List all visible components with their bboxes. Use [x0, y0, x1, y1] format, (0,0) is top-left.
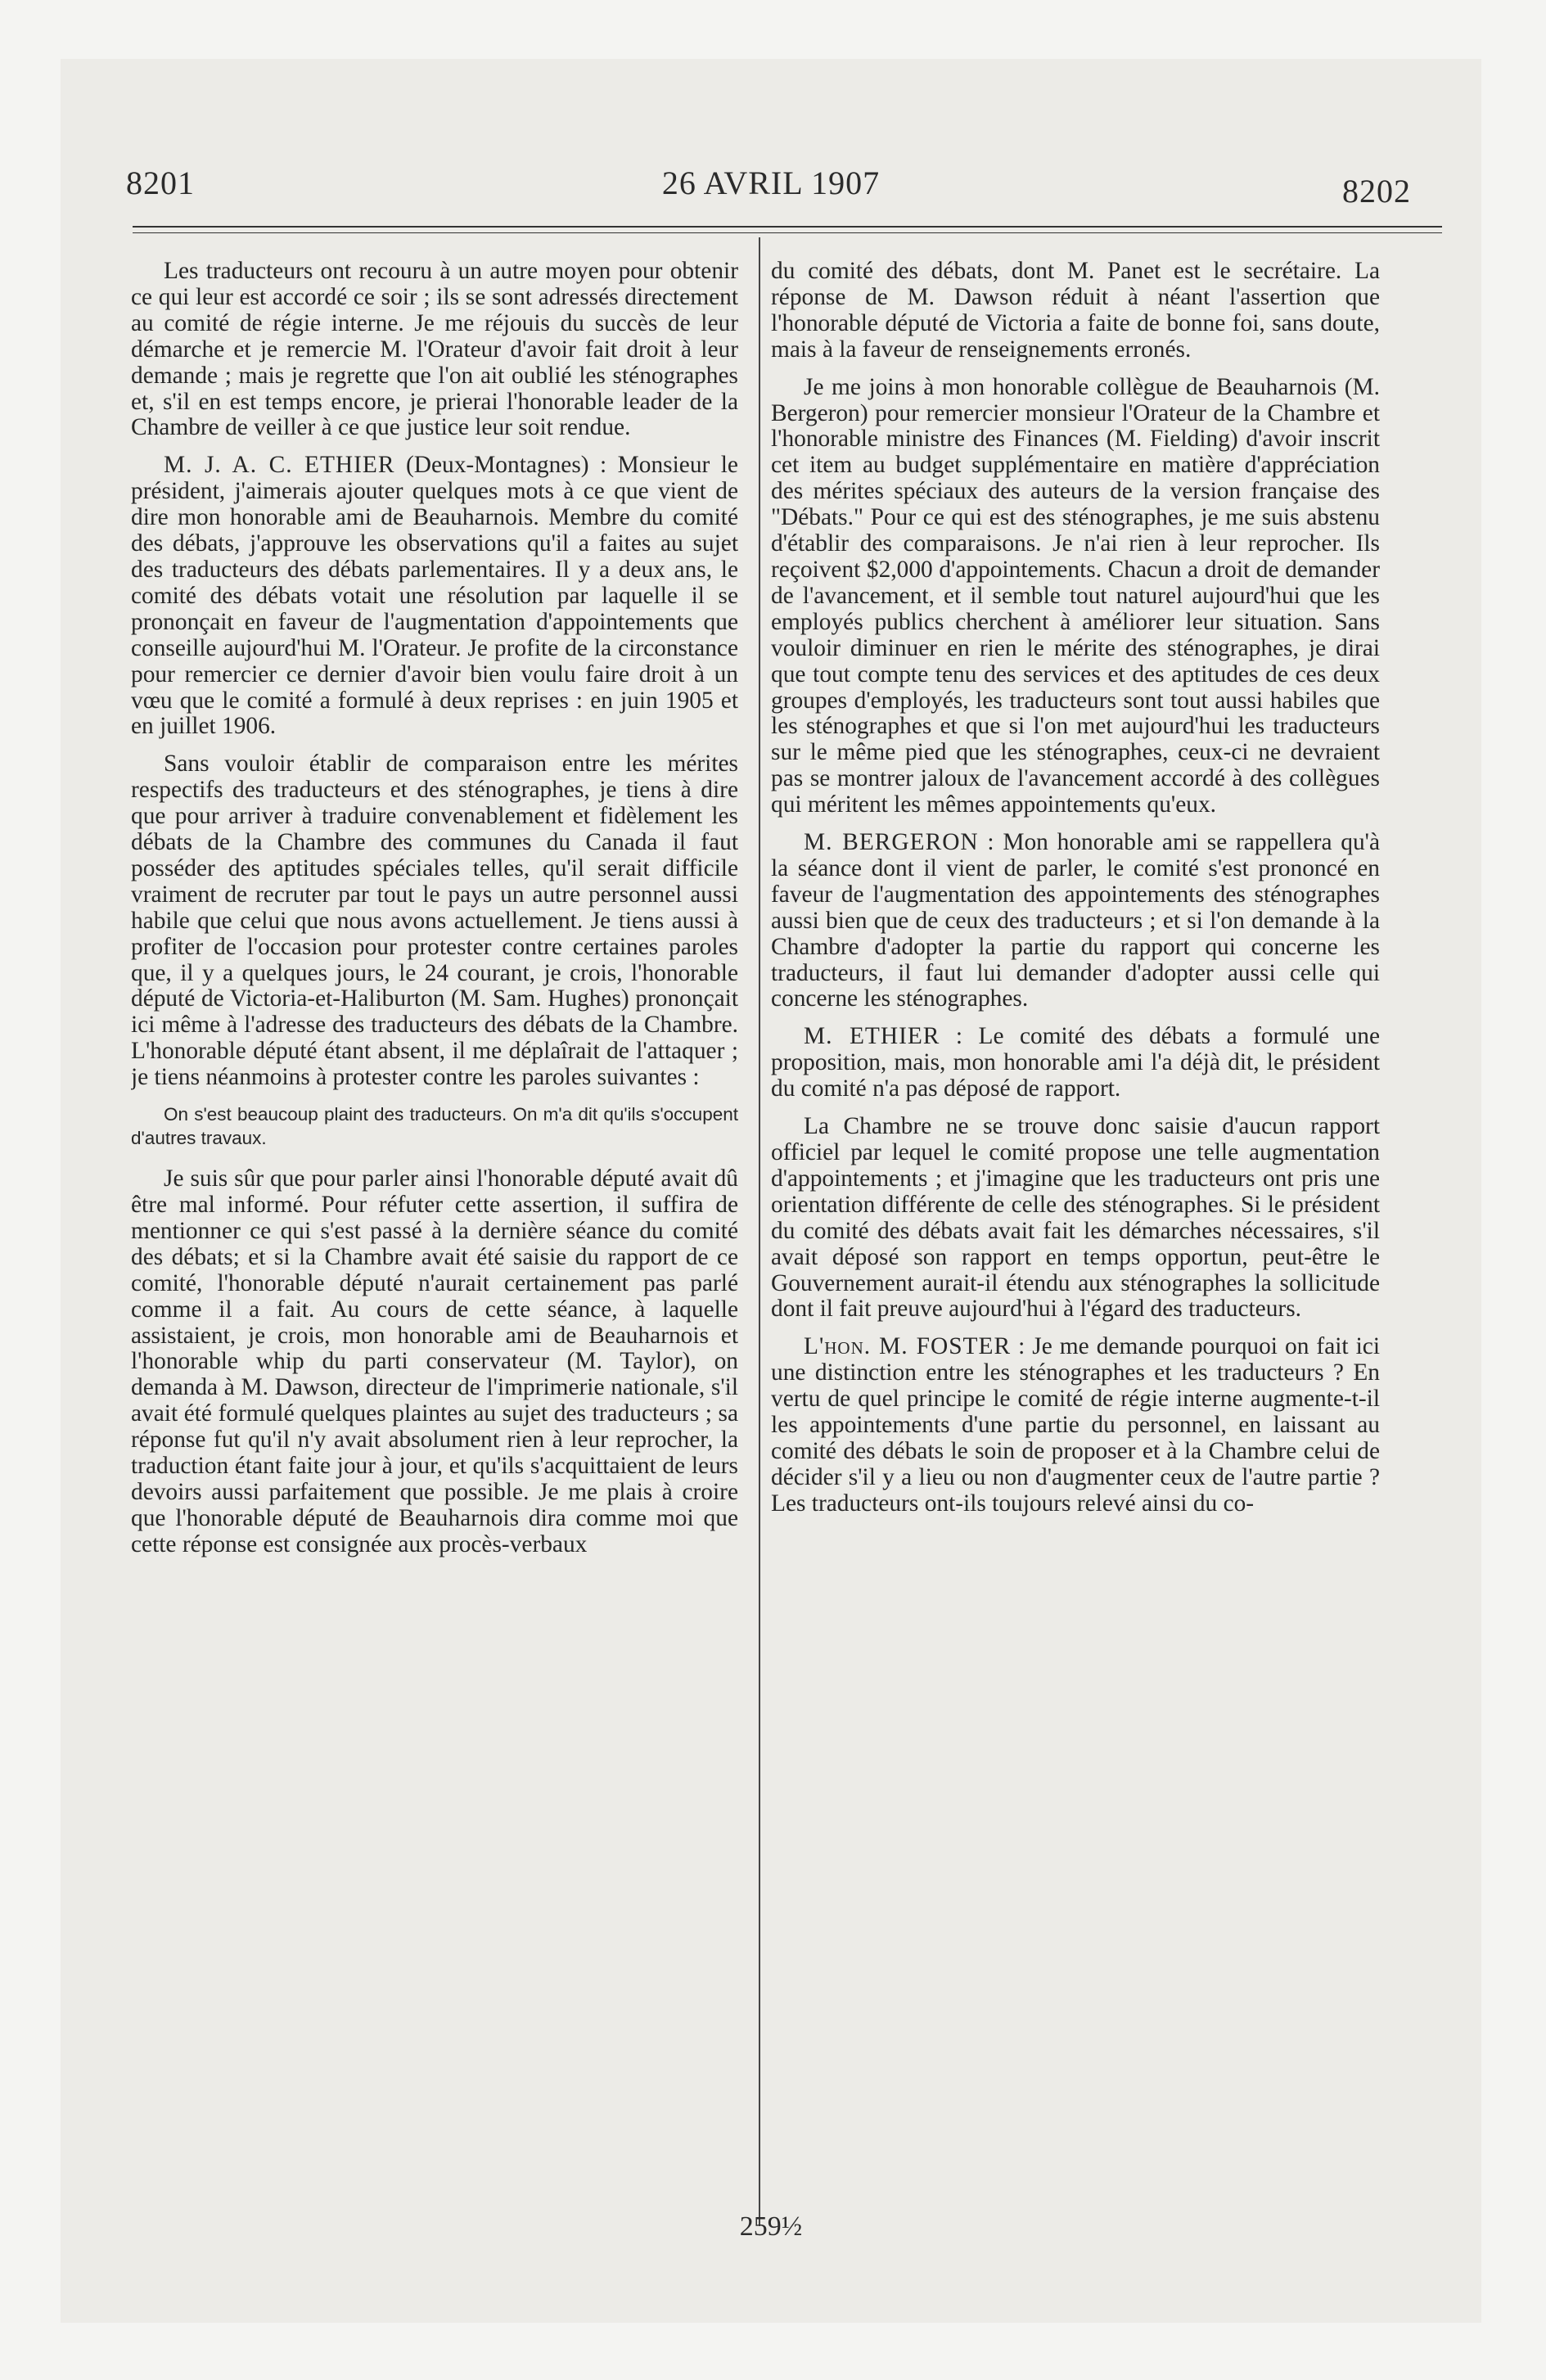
paragraph — [131, 453, 738, 740]
paragraph: Je suis sûr que pour parler ainsi l'honorable député avait dû être mal informé. Pour réfuter cette assertion, il suffira de mentionner ce qui s'est passé à la dernière séance du comité des débats; et si la Chambre avait été saisie du rapport de ce comité, l'honorable député n'aurait certainement pas parlé comme il a fait. Au cours de cette séance, à laquelle assistaient, je crois, mon honorable ami de Beauharnois et l'honorable whip du parti conservateur (M. Taylor), on demanda à M. Dawson, directeur de l'imprimerie nationale, s'il avait été formulé quelques plaintes au sujet des traducteurs ; sa réponse fut qu'il n'y avait absolument rien à leur reprocher, la traduction étant faite jour à jour, et qu'ils s'acquittaient de leurs devoirs aussi parfaitement que possible. Je me plais à croire que l'honorable député de Beauharnois dira comme moi que cette réponse est consignée aux procès-verbaux — [131, 1165, 738, 1557]
page-number-left: 8201 — [126, 165, 195, 201]
paragraph — [771, 1334, 1380, 1517]
header-rule-thin — [133, 232, 1442, 233]
speaker-name: M. BERGERON — [804, 829, 979, 856]
right-column — [771, 259, 1380, 2231]
page-date: 26 AVRIL 1907 — [661, 165, 881, 201]
speaker-name: M. ETHIER — [804, 1023, 940, 1050]
speech-text: : Le comité des débats a formulé une proposition, mais, mon honorable ami l'a déjà dit, le président du comité n'a pas déposé de rapport. — [771, 1023, 1380, 1102]
paragraph: Sans vouloir établir de comparaison entre les mérites respectifs des traducteurs et des sténographes, je tiens à dire que pour arriver à traduire convenablement et fidèlement les débats de la Chambre des communes du Canada il faut posséder des aptitudes spéciales telles, qu'il serait difficile vraiment de recruter par tout le pays un autre personnel aussi habile que celui que nous avons actuellement. Je tiens aussi à profiter de l'occasion pour protester contre certaines paroles que, il y a quelques jours, le 24 courant, je crois, l'honorable député de Victoria-et-Haliburton (M. Sam. Hughes) prononçait ici même à l'adresse des traducteurs des débats de la Chambre. L'honorable député étant absent, il me déplaîrait de l'attaquer ; je tiens néanmoins à protester contre les paroles suivantes : — [131, 751, 738, 1091]
quotation: On s'est beaucoup plaint des traducteurs. On m'a dit qu'ils s'occupent d'autres travaux. — [131, 1104, 738, 1149]
speaker-name: M. J. A. C. ETHIER — [164, 452, 395, 479]
speech-text: (Deux-Montagnes) : Monsieur le président, j'aimerais ajouter quelques mots à ce que vient de dire mon honorable ami de Beauharnois. Membre du comité des débats, j'approuve les observations qu'il a faites au sujet des traducteurs des débats parlementaires. Il y a deux ans, le comité des débats votait une résolution par laquelle il se prononçait en faveur de l'augmentation d'appointements que conseille aujourd'hui M. l'Orateur. Je profite de la circonstance pour remercier ce dernier d'avoir bien voulu faire droit à un vœu que le comité a formulé à deux reprises : en juin 1905 et en juillet 1906. — [131, 452, 738, 740]
paragraph: du comité des débats, dont M. Panet est le secrétaire. La réponse de M. Dawson réduit à néant l'assertion que l'honorable député de Victoria a faite de bonne foi, sans doute, mais à la faveur de renseignements erronés. — [771, 259, 1380, 363]
speech-text: : Mon honorable ami se rappellera qu'à la séance dont il vient de parler, le comité s'est prononcé en faveur de l'augmentation des appointements des sténographes aussi bien que de ceux des traducteurs ; et si l'on demande à la Chambre d'adopter la partie du rapport qui concerne les traducteurs, il faut lui demander d'adopter aussi celle qui concerne les sténographes. — [771, 829, 1380, 1012]
left-column — [131, 259, 738, 2231]
column-divider — [759, 237, 760, 2226]
speaker-name: L'hon. M. FOSTER — [804, 1333, 1012, 1360]
paragraph: La Chambre ne se trouve donc saisie d'aucun rapport officiel par lequel le comité propose une telle augmentation d'appointements ; et j'imagine que les traducteurs ont pris une orientation différente de celle des sténographes. Si le président du comité des débats avait fait les démarches nécessaires, s'il avait déposé son rapport en temps opportun, peut-être le Gouvernement aurait-il étendu aux sténographes la sollicitude dont il fait preuve aujourd'hui à l'égard des traducteurs. — [771, 1113, 1380, 1323]
speech-text: : Je me demande pourquoi on fait ici une distinction entre les sténographes et les traducteurs ? En vertu de quel principe le comité de régie interne augmente-t-il les appointements d'une partie du personnel, en laissant au comité des débats le soin de proposer et à la Chambre celui de décider s'il y a lieu ou non d'augmenter ceux de l'autre partie ? Les traducteurs ont-ils toujours relevé ainsi du co- — [771, 1333, 1380, 1517]
header-rule — [133, 226, 1442, 228]
paragraph — [771, 830, 1380, 1012]
page-number-right: 8202 — [1342, 173, 1411, 210]
paragraph: Les traducteurs ont recouru à un autre moyen pour obtenir ce qui leur est accordé ce soir ; ils se sont adressés directement au comité de régie interne. Je me réjouis du succès de leur démarche et je remercie M. l'Orateur d'avoir fait droit à leur demande ; mais je regrette que l'on ait oublié les sténographes et, s'il en est temps encore, je prierai l'honorable leader de la Chambre de veiller à ce que justice leur soit rendue. — [131, 259, 738, 441]
page-sheet — [61, 59, 1481, 2323]
paragraph — [771, 1024, 1380, 1102]
signature-number: 259½ — [739, 2211, 803, 2242]
paragraph: Je me joins à mon honorable collègue de Beauharnois (M. Bergeron) pour remercier monsieur l'Orateur de la Chambre et l'honorable ministre des Finances (M. Fielding) d'avoir inscrit cet item au budget supplémentaire en matière d'appréciation des mérites spéciaux des auteurs de la version française des "Débats." Pour ce qui est des sténographes, je me suis abstenu d'établir des comparaisons. Je n'ai rien à leur reprocher. Ils reçoivent $2,000 d'appointements. Chacun a droit de demander de l'avancement, et il semble tout naturel aujourd'hui que les employés publics cherchent à améliorer leur situation. Sans vouloir diminuer en rien le mérite des sténographes, je dirai que tout compte tenu des services et des aptitudes de ces deux groupes d'employés, les traducteurs sont tout aussi habiles que les sténographes et que si l'on met aujourd'hui les traducteurs sur le même pied que les sténographes, ceux-ci ne devraient pas se montrer jaloux de l'avancement accordé à des collègues qui méritent les mêmes appointements qu'eux. — [771, 373, 1380, 818]
